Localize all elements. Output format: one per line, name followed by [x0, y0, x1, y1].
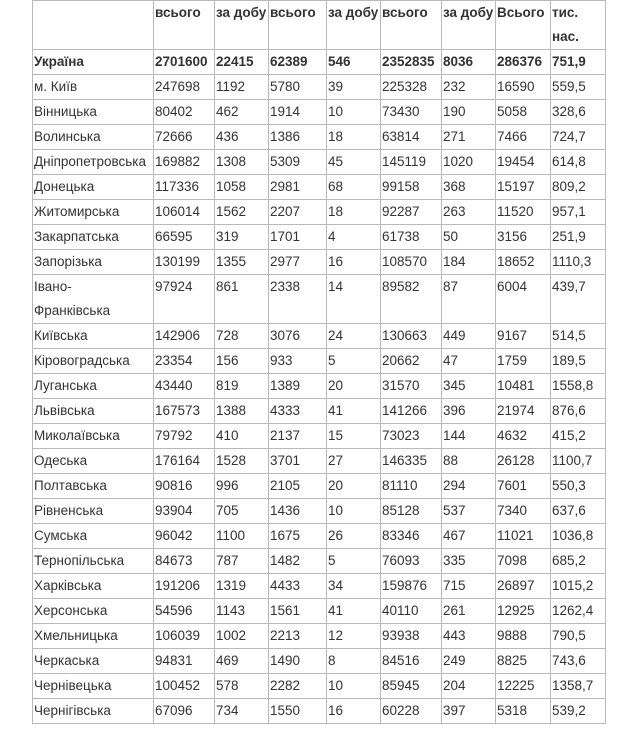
- cell-region: Хмельницька: [33, 624, 154, 649]
- cell-total-cases: 106014: [154, 200, 215, 225]
- table-row: [33, 275, 606, 324]
- cell-total-recovered: 92287: [381, 200, 442, 225]
- cell-active-total: 7340: [496, 499, 551, 524]
- table-row: [33, 549, 606, 574]
- cell-active-total: 11520: [496, 200, 551, 225]
- cell-deaths-per-day: 4: [327, 225, 381, 250]
- cell-deaths-per-day: 18: [327, 200, 381, 225]
- table-row: [33, 474, 606, 499]
- cell-region: Рівненська: [33, 499, 154, 524]
- cell-region: Луганська: [33, 374, 154, 399]
- cell-region: Тернопільська: [33, 549, 154, 574]
- cell-region: Кіровоградська: [33, 349, 154, 374]
- cell-total-deaths: 2213: [269, 624, 327, 649]
- cell-total-deaths: 62389: [269, 50, 327, 75]
- table-row: [33, 699, 606, 724]
- cell-cases-per-day: 705: [215, 499, 269, 524]
- cell-total-cases: 142906: [154, 324, 215, 349]
- cell-per-100k: 1036,8: [551, 524, 606, 549]
- cell-region: Чернігівська: [33, 699, 154, 724]
- cell-total-cases: 43440: [154, 374, 215, 399]
- cell-total-deaths: 2338: [269, 275, 327, 324]
- cell-region: Полтавська: [33, 474, 154, 499]
- cell-per-100k: 751,9: [551, 50, 606, 75]
- cell-total-recovered: 20662: [381, 349, 442, 374]
- cell-deaths-per-day: 45: [327, 150, 381, 175]
- cell-cases-per-day: 1562: [215, 200, 269, 225]
- cell-deaths-per-day: 10: [327, 100, 381, 125]
- cell-deaths-per-day: 27: [327, 449, 381, 474]
- table-body: [33, 50, 606, 724]
- cell-total-recovered: 73430: [381, 100, 442, 125]
- header-recovered-per-day: за добу: [442, 1, 496, 50]
- cell-total-cases: 130199: [154, 250, 215, 275]
- cell-active-total: 1759: [496, 349, 551, 374]
- cell-total-deaths: 1389: [269, 374, 327, 399]
- cell-region: Черкаська: [33, 649, 154, 674]
- cell-total-cases: 117336: [154, 175, 215, 200]
- table-row: [33, 424, 606, 449]
- cell-deaths-per-day: 24: [327, 324, 381, 349]
- cell-active-total: 5318: [496, 699, 551, 724]
- cell-total-cases: 93904: [154, 499, 215, 524]
- cell-cases-per-day: 469: [215, 649, 269, 674]
- cell-deaths-per-day: 34: [327, 574, 381, 599]
- cell-total-deaths: 2282: [269, 674, 327, 699]
- cell-deaths-per-day: 546: [327, 50, 381, 75]
- cell-total-cases: 247698: [154, 75, 215, 100]
- cell-cases-per-day: 861: [215, 275, 269, 324]
- cell-active-total: 21974: [496, 399, 551, 424]
- cell-total-recovered: 159876: [381, 574, 442, 599]
- table-row: [33, 250, 606, 275]
- cell-total-recovered: 76093: [381, 549, 442, 574]
- cell-deaths-per-day: 20: [327, 474, 381, 499]
- cell-per-100k: 539,2: [551, 699, 606, 724]
- cell-total-recovered: 99158: [381, 175, 442, 200]
- cell-active-total: 26128: [496, 449, 551, 474]
- cell-active-total: 9888: [496, 624, 551, 649]
- cell-deaths-per-day: 12: [327, 624, 381, 649]
- cell-cases-per-day: 819: [215, 374, 269, 399]
- header-per-100k-line1: тис.: [552, 5, 579, 20]
- cell-total-recovered: 225328: [381, 75, 442, 100]
- cell-total-cases: 84673: [154, 549, 215, 574]
- cell-total-cases: 176164: [154, 449, 215, 474]
- cell-per-100k: 251,9: [551, 225, 606, 250]
- cell-deaths-per-day: 8: [327, 649, 381, 674]
- cell-total-recovered: 84516: [381, 649, 442, 674]
- cell-recovered-per-day: 368: [442, 175, 496, 200]
- table-row: [33, 324, 606, 349]
- cell-per-100k: 1262,4: [551, 599, 606, 624]
- table-row: [33, 399, 606, 424]
- cell-total-deaths: 1914: [269, 100, 327, 125]
- cell-per-100k: 685,2: [551, 549, 606, 574]
- cell-active-total: 26897: [496, 574, 551, 599]
- cell-region: Чернівецька: [33, 674, 154, 699]
- covid-stats-table-container: [32, 0, 606, 724]
- cell-region: Запорізька: [33, 250, 154, 275]
- cell-per-100k: 328,6: [551, 100, 606, 125]
- table-row: [33, 349, 606, 374]
- table-row: [33, 599, 606, 624]
- cell-per-100k: 559,5: [551, 75, 606, 100]
- cell-recovered-per-day: 396: [442, 399, 496, 424]
- cell-total-recovered: 89582: [381, 275, 442, 324]
- cell-deaths-per-day: 10: [327, 499, 381, 524]
- cell-recovered-per-day: 261: [442, 599, 496, 624]
- cell-recovered-per-day: 1020: [442, 150, 496, 175]
- header-per-100k: [551, 1, 606, 50]
- cell-total-recovered: 93938: [381, 624, 442, 649]
- cell-active-total: 11021: [496, 524, 551, 549]
- cell-region: Одеська: [33, 449, 154, 474]
- cell-deaths-per-day: 5: [327, 549, 381, 574]
- cell-total-recovered: 85128: [381, 499, 442, 524]
- cell-cases-per-day: 319: [215, 225, 269, 250]
- cell-total-cases: 94831: [154, 649, 215, 674]
- cell-per-100k: 415,2: [551, 424, 606, 449]
- cell-total-deaths: 1701: [269, 225, 327, 250]
- cell-cases-per-day: 410: [215, 424, 269, 449]
- cell-per-100k: 724,7: [551, 125, 606, 150]
- cell-total-deaths: 1490: [269, 649, 327, 674]
- cell-per-100k: 809,2: [551, 175, 606, 200]
- table-row: [33, 125, 606, 150]
- cell-total-cases: 67096: [154, 699, 215, 724]
- cell-cases-per-day: 1388: [215, 399, 269, 424]
- cell-recovered-per-day: 184: [442, 250, 496, 275]
- cell-total-recovered: 146335: [381, 449, 442, 474]
- cell-per-100k: 514,5: [551, 324, 606, 349]
- cell-region: Херсонська: [33, 599, 154, 624]
- cell-total-cases: 100452: [154, 674, 215, 699]
- cell-total-deaths: 1482: [269, 549, 327, 574]
- cell-deaths-per-day: 41: [327, 599, 381, 624]
- cell-total-deaths: 3701: [269, 449, 327, 474]
- header-total-cases: всього: [154, 1, 215, 50]
- table-row: [33, 649, 606, 674]
- cell-total-deaths: 2977: [269, 250, 327, 275]
- cell-region: Сумська: [33, 524, 154, 549]
- cell-per-100k: 1358,7: [551, 674, 606, 699]
- cell-cases-per-day: 1100: [215, 524, 269, 549]
- cell-deaths-per-day: 39: [327, 75, 381, 100]
- header-total-deaths: всього: [269, 1, 327, 50]
- cell-total-cases: 72666: [154, 125, 215, 150]
- cell-active-total: 9167: [496, 324, 551, 349]
- cell-recovered-per-day: 271: [442, 125, 496, 150]
- cell-active-total: 18652: [496, 250, 551, 275]
- cell-recovered-per-day: 50: [442, 225, 496, 250]
- cell-cases-per-day: 1355: [215, 250, 269, 275]
- cell-recovered-per-day: 190: [442, 100, 496, 125]
- cell-total-cases: 80402: [154, 100, 215, 125]
- table-row: [33, 674, 606, 699]
- cell-total-cases: 90816: [154, 474, 215, 499]
- header-cases-per-day: за добу: [215, 1, 269, 50]
- cell-cases-per-day: 1319: [215, 574, 269, 599]
- cell-cases-per-day: 156: [215, 349, 269, 374]
- cell-recovered-per-day: 537: [442, 499, 496, 524]
- cell-recovered-per-day: 449: [442, 324, 496, 349]
- cell-region: Харківська: [33, 574, 154, 599]
- cell-per-100k: 439,7: [551, 275, 606, 324]
- cell-per-100k: 614,8: [551, 150, 606, 175]
- cell-recovered-per-day: 87: [442, 275, 496, 324]
- cell-total-cases: 54596: [154, 599, 215, 624]
- header-region: [33, 1, 154, 50]
- cell-per-100k: 790,5: [551, 624, 606, 649]
- cell-total-recovered: 61738: [381, 225, 442, 250]
- table-row: [33, 225, 606, 250]
- cell-total-deaths: 1561: [269, 599, 327, 624]
- cell-region: Дніпропетровська: [33, 150, 154, 175]
- header-total-recovered: всього: [381, 1, 442, 50]
- cell-region: Вінницька: [33, 100, 154, 125]
- cell-recovered-per-day: 88: [442, 449, 496, 474]
- cell-region: Київська: [33, 324, 154, 349]
- cell-region: м. Київ: [33, 75, 154, 100]
- table-row: [33, 574, 606, 599]
- cell-total-deaths: 1386: [269, 125, 327, 150]
- cell-total-recovered: 108570: [381, 250, 442, 275]
- cell-total-recovered: 145119: [381, 150, 442, 175]
- cell-deaths-per-day: 16: [327, 250, 381, 275]
- cell-cases-per-day: 728: [215, 324, 269, 349]
- header-per-100k-line2: нас.: [552, 29, 579, 44]
- cell-recovered-per-day: 294: [442, 474, 496, 499]
- cell-total-cases: 96042: [154, 524, 215, 549]
- cell-total-cases: 66595: [154, 225, 215, 250]
- table-row: [33, 200, 606, 225]
- table-row: [33, 499, 606, 524]
- cell-total-deaths: 4433: [269, 574, 327, 599]
- table-row: [33, 100, 606, 125]
- table-row: [33, 524, 606, 549]
- cell-per-100k: 876,6: [551, 399, 606, 424]
- header-active-total: Всього: [496, 1, 551, 50]
- cell-recovered-per-day: 397: [442, 699, 496, 724]
- cell-recovered-per-day: 249: [442, 649, 496, 674]
- cell-deaths-per-day: 15: [327, 424, 381, 449]
- cell-total-deaths: 5780: [269, 75, 327, 100]
- cell-active-total: 6004: [496, 275, 551, 324]
- cell-total-cases: 97924: [154, 275, 215, 324]
- cell-deaths-per-day: 68: [327, 175, 381, 200]
- cell-deaths-per-day: 5: [327, 349, 381, 374]
- cell-active-total: 12925: [496, 599, 551, 624]
- cell-total-recovered: 83346: [381, 524, 442, 549]
- cell-total-deaths: 2105: [269, 474, 327, 499]
- cell-cases-per-day: 22415: [215, 50, 269, 75]
- cell-cases-per-day: 436: [215, 125, 269, 150]
- cell-total-recovered: 60228: [381, 699, 442, 724]
- cell-total-cases: 191206: [154, 574, 215, 599]
- cell-total-deaths: 1675: [269, 524, 327, 549]
- covid-stats-table: [32, 0, 606, 724]
- header-deaths-per-day: за добу: [327, 1, 381, 50]
- table-row: [33, 449, 606, 474]
- cell-recovered-per-day: 47: [442, 349, 496, 374]
- cell-deaths-per-day: 20: [327, 374, 381, 399]
- cell-per-100k: 637,6: [551, 499, 606, 524]
- cell-per-100k: 1015,2: [551, 574, 606, 599]
- cell-region: Львівська: [33, 399, 154, 424]
- cell-cases-per-day: 734: [215, 699, 269, 724]
- table-row: [33, 175, 606, 200]
- cell-total-recovered: 141266: [381, 399, 442, 424]
- cell-total-recovered: 130663: [381, 324, 442, 349]
- cell-per-100k: 189,5: [551, 349, 606, 374]
- cell-region: Миколаївська: [33, 424, 154, 449]
- cell-recovered-per-day: 232: [442, 75, 496, 100]
- table-row: [33, 75, 606, 100]
- cell-deaths-per-day: 14: [327, 275, 381, 324]
- cell-region: Донецька: [33, 175, 154, 200]
- table-row: [33, 50, 606, 75]
- cell-cases-per-day: 1192: [215, 75, 269, 100]
- cell-active-total: 8825: [496, 649, 551, 674]
- cell-active-total: 16590: [496, 75, 551, 100]
- cell-region: Україна: [33, 50, 154, 75]
- cell-total-recovered: 85945: [381, 674, 442, 699]
- cell-total-recovered: 31570: [381, 374, 442, 399]
- cell-total-recovered: 2352835: [381, 50, 442, 75]
- cell-per-100k: 1558,8: [551, 374, 606, 399]
- cell-per-100k: 957,1: [551, 200, 606, 225]
- cell-total-deaths: 3076: [269, 324, 327, 349]
- cell-active-total: 19454: [496, 150, 551, 175]
- cell-deaths-per-day: 18: [327, 125, 381, 150]
- cell-total-recovered: 63814: [381, 125, 442, 150]
- cell-region: Івано- Франківська: [33, 275, 154, 324]
- cell-active-total: 7601: [496, 474, 551, 499]
- cell-cases-per-day: 1002: [215, 624, 269, 649]
- cell-cases-per-day: 462: [215, 100, 269, 125]
- cell-active-total: 10481: [496, 374, 551, 399]
- cell-total-deaths: 2981: [269, 175, 327, 200]
- cell-total-cases: 23354: [154, 349, 215, 374]
- cell-active-total: 15197: [496, 175, 551, 200]
- cell-region: Волинська: [33, 125, 154, 150]
- cell-per-100k: 1110,3: [551, 250, 606, 275]
- cell-recovered-per-day: 715: [442, 574, 496, 599]
- cell-total-recovered: 73023: [381, 424, 442, 449]
- cell-recovered-per-day: 345: [442, 374, 496, 399]
- cell-total-cases: 169882: [154, 150, 215, 175]
- cell-total-cases: 79792: [154, 424, 215, 449]
- cell-deaths-per-day: 10: [327, 674, 381, 699]
- cell-total-deaths: 2207: [269, 200, 327, 225]
- cell-cases-per-day: 1058: [215, 175, 269, 200]
- cell-region: Житомирська: [33, 200, 154, 225]
- cell-total-deaths: 1436: [269, 499, 327, 524]
- cell-active-total: 7466: [496, 125, 551, 150]
- cell-cases-per-day: 996: [215, 474, 269, 499]
- cell-recovered-per-day: 467: [442, 524, 496, 549]
- table-row: [33, 624, 606, 649]
- cell-total-recovered: 40110: [381, 599, 442, 624]
- cell-total-cases: 167573: [154, 399, 215, 424]
- cell-cases-per-day: 578: [215, 674, 269, 699]
- cell-cases-per-day: 1528: [215, 449, 269, 474]
- cell-active-total: 4632: [496, 424, 551, 449]
- table-row: [33, 150, 606, 175]
- cell-recovered-per-day: 263: [442, 200, 496, 225]
- cell-cases-per-day: 787: [215, 549, 269, 574]
- cell-total-deaths: 1550: [269, 699, 327, 724]
- cell-active-total: 5058: [496, 100, 551, 125]
- cell-recovered-per-day: 8036: [442, 50, 496, 75]
- cell-recovered-per-day: 335: [442, 549, 496, 574]
- cell-total-deaths: 5309: [269, 150, 327, 175]
- cell-active-total: 7098: [496, 549, 551, 574]
- cell-deaths-per-day: 26: [327, 524, 381, 549]
- cell-recovered-per-day: 144: [442, 424, 496, 449]
- cell-total-deaths: 2137: [269, 424, 327, 449]
- table-row: [33, 374, 606, 399]
- cell-per-100k: 743,6: [551, 649, 606, 674]
- cell-active-total: 286376: [496, 50, 551, 75]
- cell-deaths-per-day: 16: [327, 699, 381, 724]
- cell-deaths-per-day: 41: [327, 399, 381, 424]
- cell-total-cases: 2701600: [154, 50, 215, 75]
- cell-total-deaths: 4333: [269, 399, 327, 424]
- cell-per-100k: 550,3: [551, 474, 606, 499]
- cell-total-deaths: 933: [269, 349, 327, 374]
- cell-total-recovered: 81110: [381, 474, 442, 499]
- cell-recovered-per-day: 204: [442, 674, 496, 699]
- table-header-row: [33, 1, 606, 50]
- cell-region: Закарпатська: [33, 225, 154, 250]
- cell-total-cases: 106039: [154, 624, 215, 649]
- cell-recovered-per-day: 443: [442, 624, 496, 649]
- cell-cases-per-day: 1143: [215, 599, 269, 624]
- cell-per-100k: 1100,7: [551, 449, 606, 474]
- cell-cases-per-day: 1308: [215, 150, 269, 175]
- cell-active-total: 3156: [496, 225, 551, 250]
- cell-active-total: 12225: [496, 674, 551, 699]
